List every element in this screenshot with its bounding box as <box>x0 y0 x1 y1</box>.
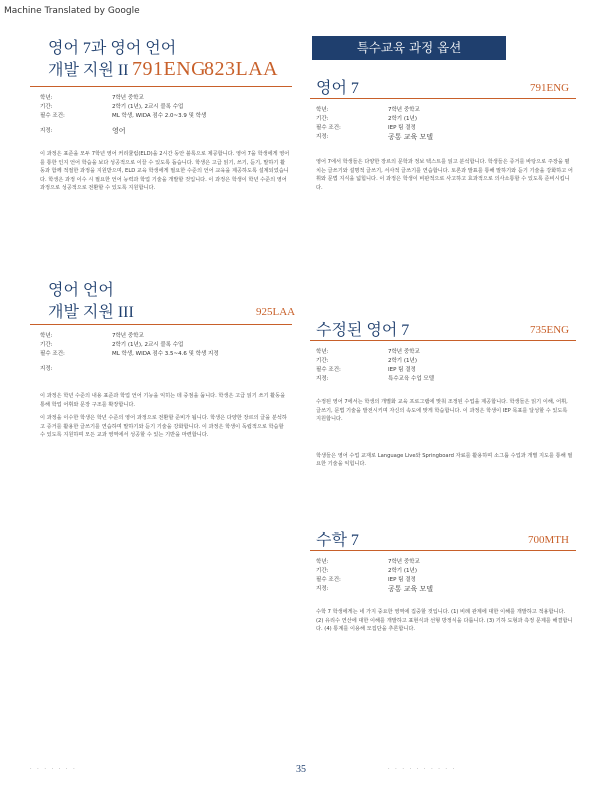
header-tab: 특수교육 과정 옵션 <box>312 36 506 60</box>
right-section2-meta <box>316 348 572 384</box>
meta-value: 영어 <box>112 127 126 135</box>
meta-row <box>316 357 572 366</box>
left-section2-rule <box>30 324 292 325</box>
left-section1-meta <box>40 94 290 136</box>
meta-value: IEP 팀 결정 <box>388 367 416 373</box>
meta-key: 지정: <box>40 366 53 372</box>
meta-row <box>316 375 572 384</box>
meta-value: 7학년 중학교 <box>388 107 420 113</box>
meta-row <box>316 115 572 124</box>
left-section2-meta <box>40 332 290 374</box>
left-section2-body <box>40 392 290 445</box>
right-section2-rule <box>310 340 576 341</box>
meta-value: 특수교육 수업 모델 <box>388 376 435 382</box>
body-paragraph: 이 과정을 이수한 학생은 학년 수준의 영어 과정으로 전환할 준비가 됩니다. 학생은 다양한 장르의 글을 분석하고 증거를 활용한 글쓰기를 연습하며 말하기와 듣기 기술을 강화합니다. 이 과정은 학생이 독립적으로 학습할 수 있도록 지원하며 모든 교과 영역에서 성공할 수 있는 기반을 마련합니다. <box>40 415 287 439</box>
meta-value: 2학기 (1년), 2교시 블록 수업 <box>112 342 184 348</box>
right-section1-rule <box>310 98 576 99</box>
meta-key: 필수 조건: <box>316 125 341 131</box>
meta-row <box>40 112 290 121</box>
meta-value: ML 학생, WIDA 점수 3.5~4.6 및 학생 지정 <box>112 351 219 357</box>
right-section1-body <box>316 158 574 197</box>
meta-row <box>316 133 572 142</box>
left-section1-rule <box>30 86 292 87</box>
meta-key: 기간: <box>40 342 53 348</box>
meta-value: IEP 팀 결정 <box>388 125 416 131</box>
meta-value: 2학기 (1년), 2교시 블록 수업 <box>112 104 184 110</box>
footer-left-text: · · · · · · · <box>30 766 77 772</box>
meta-row <box>316 106 572 115</box>
body-paragraph: 이 과정은 표준을 모두 7학년 영어 커리큘럼(ELD)을 2시간 동안 블록으로 제공합니다. 영어 7을 학생에게 영어를 통한 인지 언어 학습을 보다 성공적으로 이끌 수 있도록 돕습니다. 학생은 고급 읽기, 쓰기, 듣기, 말하기 활동과 함께 적절한 과정을 지원받으며, ELD 교육 학생에게 필요한 수준의 언어 교육을 제공하도록 설계되었습니다. 학생은 과정 이수 시 필요한 언어 능력과 학업 기술을 개발할 것입니다. 이 과정은 학생이 학년 수준의 영어 과정으로 성공적으로 전환할 수 있도록 지원합니다. <box>40 151 290 192</box>
left-section1-code-b: 823LAA <box>204 58 279 80</box>
meta-row <box>40 365 290 374</box>
body-paragraph: 학생들은 영어 수업 교재로 Language Live와 Springboard 자료를 활용하며 소그룹 수업과 개별 지도를 통해 필요한 기술을 익힙니다. <box>316 452 573 468</box>
meta-value: 2학기 (1년) <box>388 568 417 574</box>
left-section2-code: 925LAA <box>256 306 296 318</box>
meta-key: 기간: <box>316 358 329 364</box>
right-section3-rule <box>310 550 576 551</box>
meta-row <box>40 94 290 103</box>
right-section3-body <box>316 608 574 639</box>
left-section1-title-line2: 개발 지원 II <box>48 62 129 79</box>
meta-row <box>40 350 290 359</box>
meta-key: 학년: <box>316 107 329 113</box>
left-section1-title-line1: 영어 7과 영어 언어 <box>48 40 177 57</box>
body-paragraph: 수학 7 학생에게는 네 가지 중요한 영역에 집중할 것입니다. (1) 비례 관계에 대한 이해를 개발하고 적용합니다. (2) 유리수 연산에 대한 이해를 개발하고 표현식과 선형 방정식을 다룹니다. (3) 기하 도형과 측정 문제를 해결합니다. (4) 통계를 이용해 모집단을 추론합니다. <box>316 609 573 633</box>
meta-key: 필수 조건: <box>40 113 65 119</box>
meta-key: 기간: <box>40 104 53 110</box>
meta-key: 필수 조건: <box>316 577 341 583</box>
right-section2-code: 735ENG <box>530 324 570 336</box>
meta-row <box>316 124 572 133</box>
right-section2-title: 수정된 영어 7 <box>316 322 410 339</box>
left-section2-title-line1: 영어 언어 <box>48 282 114 299</box>
meta-value: 공통 교육 모델 <box>388 133 434 141</box>
meta-value: 2학기 (1년) <box>388 116 417 122</box>
body-paragraph: 영어 7에서 학생들은 다양한 장르의 문학과 정보 텍스트를 읽고 분석합니다. 학생들은 증거를 바탕으로 주장을 펼치는 글쓰기와 설명적 글쓰기, 서사적 글쓰기를 연습합니다. 토론과 발표를 통해 말하기와 듣기 기술을 강화하고 어휘와 문법 지식을 넓힙니다. 이 과정은 학생이 비판적으로 사고하고 효과적으로 의사소통할 수 있도록 준비시킵니다. <box>316 159 573 191</box>
meta-row <box>316 366 572 375</box>
meta-row <box>40 341 290 350</box>
meta-value: 7학년 중학교 <box>112 333 144 339</box>
meta-key: 학년: <box>40 95 53 101</box>
meta-key: 필수 조건: <box>316 367 341 373</box>
meta-value: ML 학생, WIDA 점수 2.0~3.9 및 학생 <box>112 113 207 119</box>
left-section1-code-a: 791ENG <box>132 58 207 80</box>
body-paragraph: 수정된 영어 7에서는 학생의 개별화 교육 프로그램에 맞춰 조정된 수업을 제공합니다. 학생들은 읽기 이해, 어휘, 글쓰기, 문법 기술을 발전시키며 자신의 속도에 맞게 학습합니다. 이 과정은 학생이 IEP 목표를 달성할 수 있도록 지원합니다. <box>316 399 568 423</box>
meta-key: 학년: <box>316 559 329 565</box>
right-section1-code: 791ENG <box>530 82 570 94</box>
meta-value: 7학년 중학교 <box>112 95 144 101</box>
meta-key: 필수 조건: <box>40 351 65 357</box>
meta-key: 학년: <box>316 349 329 355</box>
right-section2-body <box>316 398 574 474</box>
right-section3-title: 수학 7 <box>316 532 359 549</box>
left-section2-title-line2: 개발 지원 III <box>48 304 134 321</box>
meta-row <box>316 558 572 567</box>
meta-row <box>40 127 290 136</box>
left-section1-body <box>40 150 290 198</box>
footer-right-text: · · · · · · · · · · <box>388 766 457 772</box>
meta-row <box>316 567 572 576</box>
right-section3-code: 700MTH <box>528 534 569 546</box>
machine-translated-banner: Machine Translated by Google <box>4 6 140 16</box>
meta-key: 지정: <box>316 376 329 382</box>
meta-row <box>316 576 572 585</box>
right-section1-title: 영어 7 <box>316 80 359 97</box>
meta-value: 7학년 중학교 <box>388 559 420 565</box>
meta-row <box>40 103 290 112</box>
meta-key: 지정: <box>40 128 53 134</box>
right-section1-meta <box>316 106 572 142</box>
right-section3-meta <box>316 558 572 594</box>
meta-value: IEP 팀 결정 <box>388 577 416 583</box>
body-paragraph: 이 과정은 학년 수준의 내용 표준과 학업 언어 기능을 익히는 데 중점을 둡니다. 학생은 고급 읽기 쓰기 활동을 통해 학업 어휘와 문장 구조를 확장합니다. <box>40 393 286 408</box>
meta-row <box>316 585 572 594</box>
meta-key: 학년: <box>40 333 53 339</box>
meta-value: 2학기 (1년) <box>388 358 417 364</box>
meta-row <box>316 348 572 357</box>
meta-key: 기간: <box>316 116 329 122</box>
meta-key: 기간: <box>316 568 329 574</box>
meta-row <box>40 332 290 341</box>
meta-value: 공통 교육 모델 <box>388 585 434 593</box>
page-number: 35 <box>296 764 306 775</box>
meta-key: 지정: <box>316 586 329 592</box>
meta-key: 지정: <box>316 134 329 140</box>
meta-value: 7학년 중학교 <box>388 349 420 355</box>
